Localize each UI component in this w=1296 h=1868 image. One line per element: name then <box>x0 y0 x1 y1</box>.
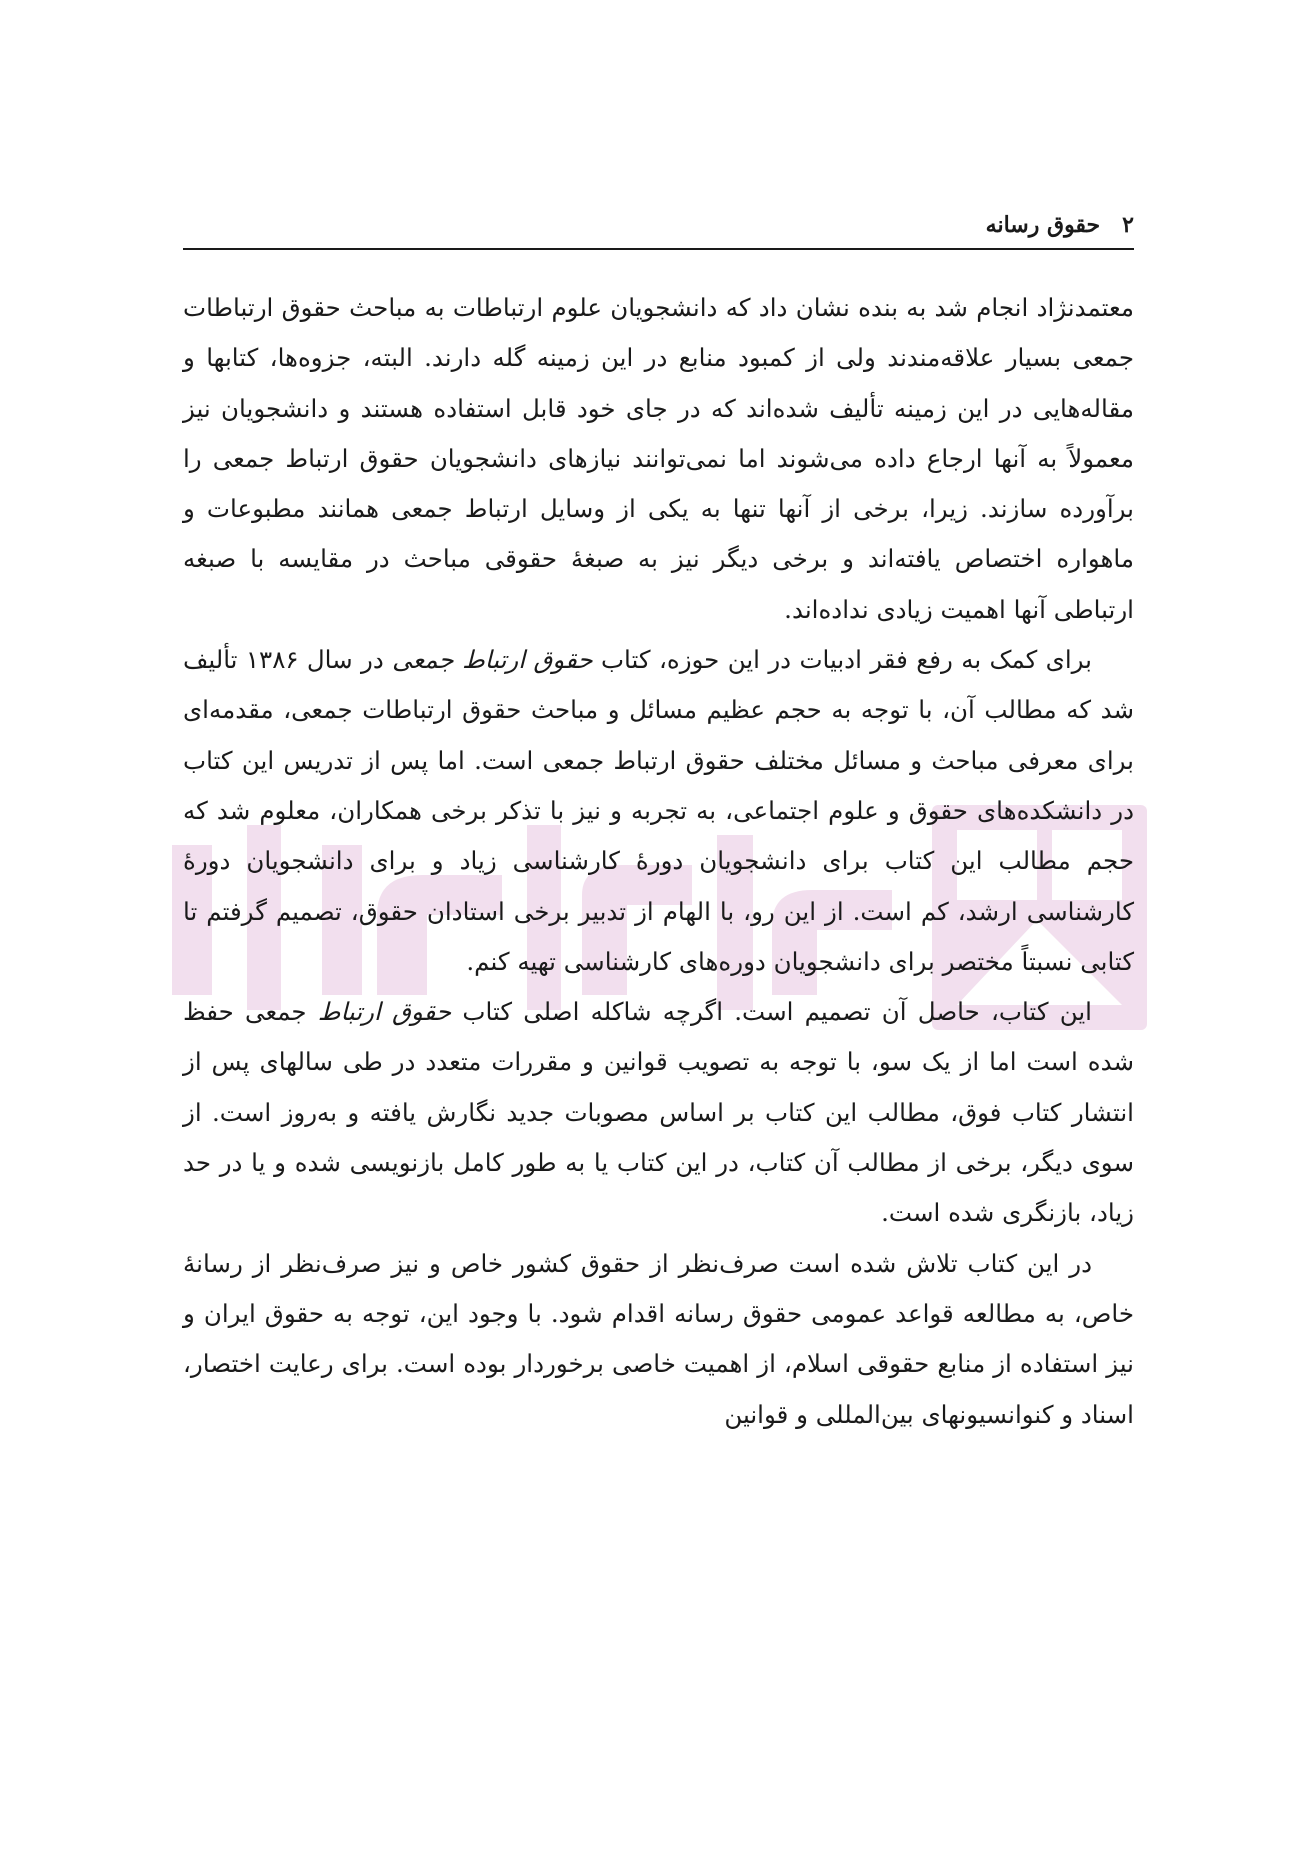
header-rule <box>183 248 1134 250</box>
paragraph-2 <box>183 635 1134 987</box>
paragraph-2-start: برای کمک به رفع فقر ادبیات در این حوزه، کتاب <box>592 645 1092 675</box>
paragraph-2-rest: در سال ۱۳۸۶ تألیف شد که مطالب آن، با توجه به حجم عظیم مسائل و مباحث حقوق ارتباطات جمعی، مقدمه‌ای برای معرفی مباحث و مسائل مختلف حقوق ارتباط جمعی است. اما پس از تدریس این کتاب در دانشکده‌های حقوق و علوم اجتماعی، به تجربه و نیز با تذکر برخی همکاران، معلوم شد که حجم مطالب این کتاب برای دانشجویان دورهٔ کارشناسی زیاد و برای دانشجویان دورهٔ کارشناسی ارشد، کم است. از این رو، با الهام از تدبیر برخی استادان حقوق، تصمیم گرفتم تا کتابی نسبتاً مختصر برای دانشجویان دوره‌های کارشناسی تهیه کنم. <box>183 645 1134 976</box>
book-title-italic-2: حقوق ارتباط <box>317 997 452 1027</box>
running-head <box>183 205 1134 245</box>
paragraph-3 <box>183 987 1134 1238</box>
book-title-italic: حقوق ارتباط جمعی <box>392 645 593 675</box>
paragraph-1: معتمدنژاد انجام شد به بنده نشان داد که دانشجویان علوم ارتباطات به مباحث حقوق ارتباطات جمعی بسیار علاقه‌مندند ولی از کمبود منابع در این زمینه گله دارند. البته، جزوه‌ها، کتابها و مقاله‌هایی در این زمینه تألیف شده‌اند که در جای خود قابل استفاده هستند و دانشجویان نیز معمولاً به آنها ارجاع داده می‌شوند اما نمی‌توانند نیازهای دانشجویان حقوق ارتباط جمعی را برآورده سازند. زیرا، برخی از آنها تنها به یکی از وسایل ارتباط جمعی همانند مطبوعات و ماهواره اختصاص یافته‌اند و برخی دیگر نیز به صبغهٔ حقوقی مباحث در مقایسه با صبغه ارتباطی آنها اهمیت زیادی نداده‌اند. <box>183 293 1134 624</box>
paragraph-3-start: این کتاب، حاصل آن تصمیم است. اگرچه شاکله اصلی کتاب <box>451 997 1092 1027</box>
page-number: ۲ <box>1122 212 1134 238</box>
paragraph-3-rest: جمعی حفظ شده است اما از یک سو، با توجه به تصویب قوانین و مقررات متعدد در طی سالهای پس از انتشار کتاب فوق، مطالب این کتاب بر اساس مصوبات جدید نگارش یافته و به‌روز است. از سوی دیگر، برخی از مطالب آن کتاب، در این کتاب یا به طور کامل بازنویسی شده و یا در حد زیاد، بازنگری شده است. <box>183 997 1134 1228</box>
running-title: حقوق رسانه <box>985 212 1101 238</box>
body-text <box>183 283 1134 1440</box>
paragraph-4: در این کتاب تلاش شده است صرف‌نظر از حقوق کشور خاص و نیز صرف‌نظر از رسانهٔ خاص، به مطالعه قواعد عمومی حقوق رسانه اقدام شود. با وجود این، توجه به حقوق ایران و نیز استفاده از منابع حقوقی اسلام، از اهمیت خاصی برخوردار بوده است. برای رعایت اختصار، اسناد و کنوانسیونهای بین‌المللی و قوانین <box>183 1248 1134 1429</box>
